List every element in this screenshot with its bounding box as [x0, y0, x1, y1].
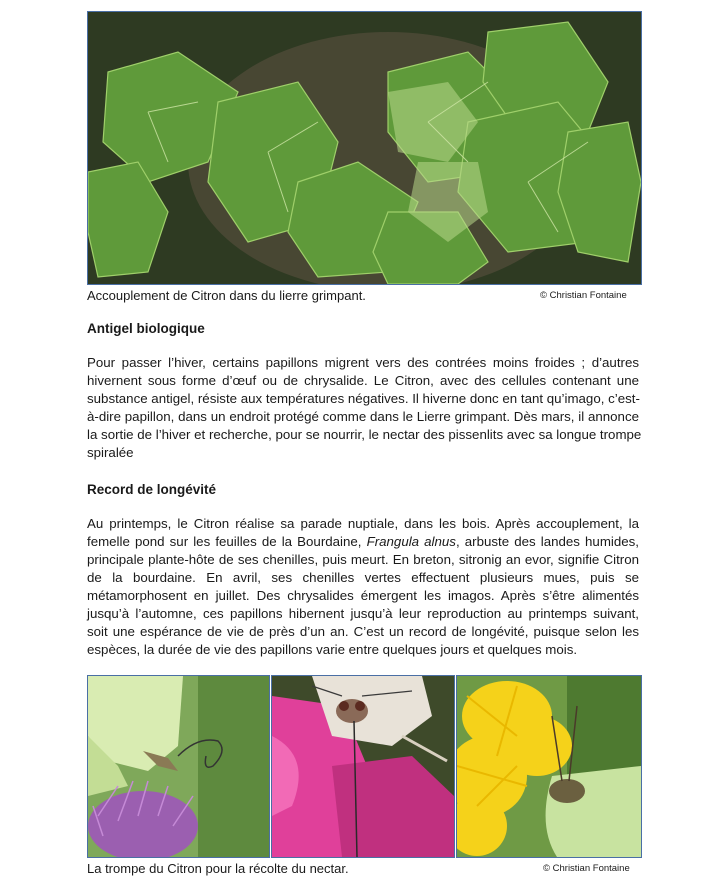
bottom-photos-caption: La trompe du Citron pour la récolte du nectar.: [87, 861, 349, 876]
paragraph-line: de la bourdaine. En avril, ses chenilles vertes effectuent plusieurs mues, puis se: [87, 570, 639, 585]
ivy-photo-graphic: [88, 12, 641, 284]
paragraph-line: à-dire papillon, dans un endroit protégé comme dans le Lierre grimpant. Dès mars, il annonce: [87, 409, 639, 424]
paragraph-line: la sortie de l’hiver et recherche, pour se nourrir, le nectar des pissenlits avec sa longue trompe: [87, 427, 642, 442]
paragraph-line: métamorphosent en juillet. Des chrysalides émergent les imagos. Après s’être alimentés: [87, 588, 639, 603]
butterfly-pink-flower-photo: [271, 675, 455, 858]
top-photo-caption: Accouplement de Citron dans du lierre grimpant.: [87, 288, 366, 303]
paragraph-line: principale plante-hôte de ses chenilles, puis meurt. En breton, sitronig an evor, signifie Citron: [87, 552, 639, 567]
paragraph-line: [87, 533, 639, 551]
butterfly-thistle-photo: [87, 675, 270, 858]
paragraph-antigel: [87, 354, 642, 462]
paragraph-longevite: [87, 515, 639, 659]
text-segment: , arbuste des landes humides,: [455, 534, 639, 549]
paragraph-line: Au printemps, le Citron réalise sa parade nuptiale, dans les bois. Après accouplement, la: [87, 516, 639, 531]
butterfly-thistle-graphic: [88, 676, 269, 857]
paragraph-line: jusqu’à l’automne, ces papillons hibernent jusqu’à leur reproduction au printemps suivant,: [87, 606, 639, 621]
paragraph-line: espèces, la durée de vie des papillons varie entre quelques jours et quelques mois.: [87, 642, 578, 657]
butterfly-dandelion-graphic: [457, 676, 641, 857]
paragraph-line: substance antigel, résiste aux températures négatives. Il hiverne donc en tant qu’imago, c’est-: [87, 391, 640, 406]
top-photo-credit: © Christian Fontaine: [540, 290, 627, 301]
butterfly-pink-flower-graphic: [272, 676, 454, 857]
species-name: Frangula alnus: [366, 534, 456, 549]
text-segment: femelle pond sur les feuilles de la Bourdaine,: [87, 534, 367, 549]
paragraph-line: soit une espérance de vie de près d’un an. C’est un record de longévité, puisque selon les: [87, 624, 639, 639]
section-heading-longevite: Record de longévité: [87, 482, 217, 497]
paragraph-line: Pour passer l’hiver, certains papillons migrent vers des contrées moins froides ; d’autres: [87, 355, 639, 370]
bottom-photos-credit: © Christian Fontaine: [543, 863, 630, 874]
butterfly-dandelion-photo: [456, 675, 642, 858]
ivy-photo: [87, 11, 642, 285]
paragraph-line: spiralée: [87, 445, 134, 460]
section-heading-antigel: Antigel biologique: [87, 321, 205, 336]
paragraph-line: hivernent sous forme d’œuf ou de chrysalide. Le Citron, avec des cellules contenant une: [87, 373, 639, 388]
